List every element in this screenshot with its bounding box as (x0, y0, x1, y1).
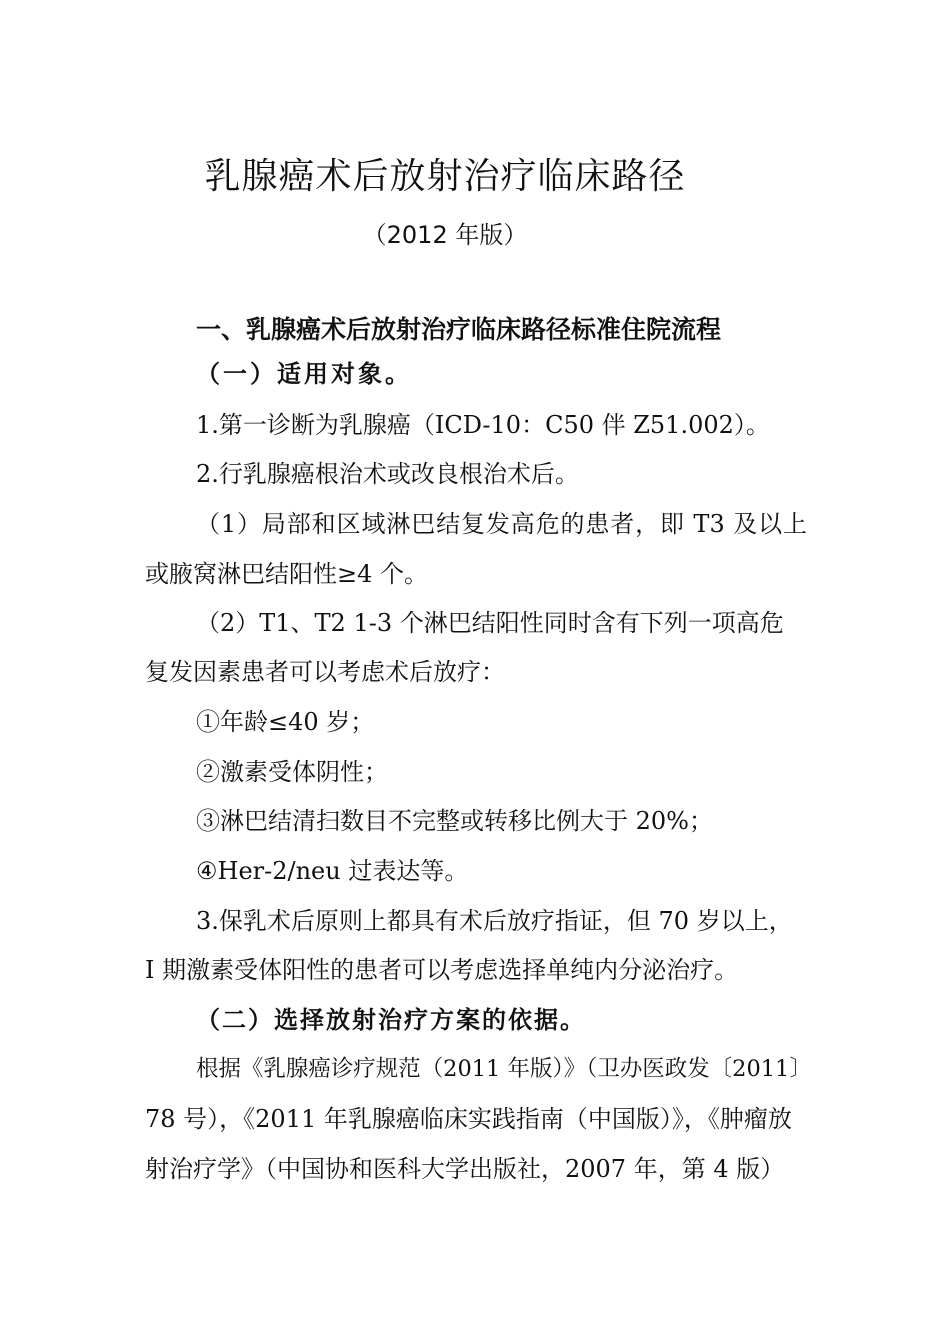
document-subtitle: （2012 年版） (362, 221, 528, 249)
paragraph-2: 2.行乳腺癌根治术或改良根治术后。 (196, 460, 579, 488)
paragraph-6-line-3: 射治疗学》（中国协和医科大学出版社，2007 年，第 4 版） (145, 1155, 785, 1183)
list-item-1: ①年龄≤40 岁； (196, 708, 375, 736)
subsection-heading-1: （一）适用对象。 (196, 360, 412, 388)
list-item-2: ②激素受体阴性； (196, 758, 388, 786)
subsection-heading-2: （二）选择放射治疗方案的依据。 (196, 1006, 586, 1034)
paragraph-6-line-2: 78 号），《2011 年乳腺癌临床实践指南（中国版）》，《肿瘤放 (145, 1105, 792, 1133)
paragraph-3-line-2: 或腋窝淋巴结阳性≥4 个。 (145, 560, 429, 588)
paragraph-4-line-1: （2）T1、T2 1-3 个淋巴结阳性同时含有下列一项高危 (196, 609, 784, 637)
list-item-3: ③淋巴结清扫数目不完整或转移比例大于 20%； (196, 807, 713, 835)
document-title: 乳腺癌术后放射治疗临床路径 (204, 156, 686, 197)
paragraph-1: 1.第一诊断为乳腺癌（ICD-10：C50 伴 Z51.002）。 (196, 411, 770, 439)
list-item-4: ④Her-2/neu 过表达等。 (196, 857, 469, 885)
paragraph-5-line-2: I 期激素受体阳性的患者可以考虑选择单纯内分泌治疗。 (145, 956, 739, 984)
paragraph-5-line-1: 3.保乳术后原则上都具有术后放疗指证，但 70 岁以上， (196, 907, 793, 935)
section-heading-1: 一、乳腺癌术后放射治疗临床路径标准住院流程 (196, 315, 722, 344)
paragraph-6-line-1: 根据《乳腺癌诊疗规范（2011 年版）》（卫办医政发〔2011〕 (196, 1056, 812, 1082)
paragraph-3-line-1: （1）局部和区域淋巴结复发高危的患者，即 T3 及以上 (196, 510, 807, 538)
paragraph-4-line-2: 复发因素患者可以考虑术后放疗： (145, 658, 505, 686)
